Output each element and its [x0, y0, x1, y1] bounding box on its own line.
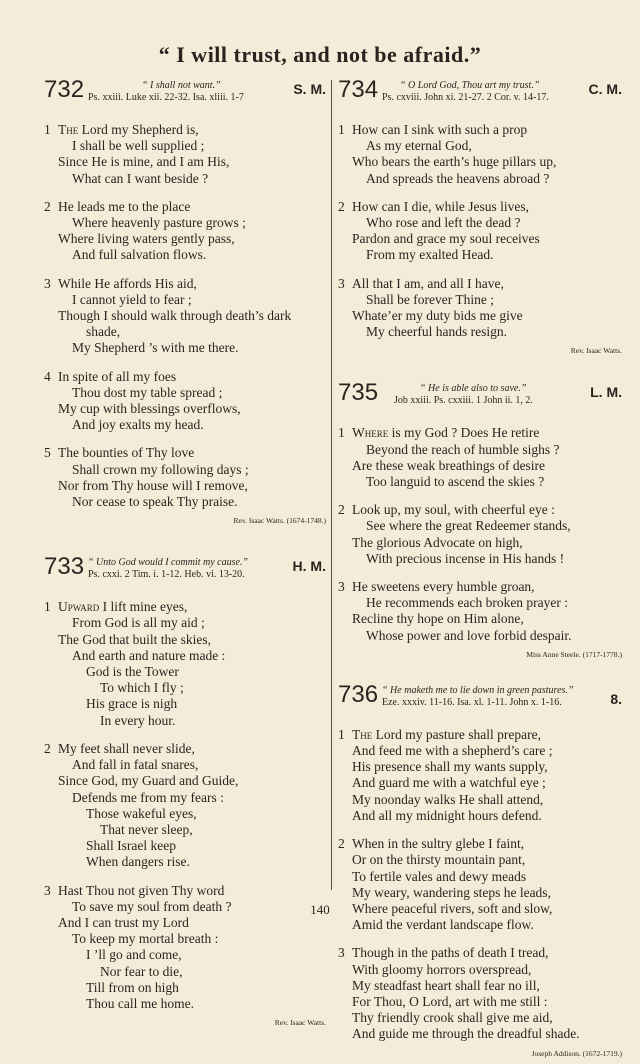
hymn-author: Miss Anne Steele. (1717-1778.) — [526, 649, 622, 659]
page-title: “ I will trust, and not be afraid.” — [158, 42, 482, 67]
verse-line: My cheerful hands resign. — [366, 324, 507, 340]
verse-line: I ’ll go and come, — [86, 947, 182, 963]
verse-line: Or on the thirsty mountain pant, — [352, 852, 526, 868]
hymn-epigraph: “ He is able also to save.” — [420, 383, 527, 395]
verse-line: And spreads the heavens abroad ? — [366, 170, 550, 186]
page-number: 140 — [310, 902, 330, 917]
verse-line: Thou dost my table spread ; — [72, 384, 223, 400]
hymn-meter: L. M. — [590, 384, 622, 401]
verse-text: All that I am, and all I have, — [352, 275, 504, 291]
verse-number: 1 — [338, 425, 345, 441]
verse-number: 3 — [44, 882, 51, 898]
verse-number: 3 — [338, 945, 345, 961]
verse-text: Lord my pasture shall prepare, — [372, 726, 541, 742]
verse-line: Where peaceful rivers, soft and slow, — [352, 900, 553, 916]
left-column — [44, 78, 326, 1033]
verse-number: 2 — [338, 198, 345, 214]
verse-line: Pardon and grace my soul receives — [352, 231, 540, 247]
verse-line: Shall crown my following days ; — [72, 461, 249, 477]
verse-line: And guard me with a watchful eye ; — [352, 775, 546, 791]
hymn-732 — [44, 78, 326, 525]
verse-line: Defends me from my fears : — [72, 789, 224, 805]
verse-line: See where the great Redeemer stands, — [366, 518, 571, 534]
verse-line: My weary, wandering steps he leads, — [352, 884, 551, 900]
stanza-3 — [338, 276, 622, 341]
verse-line: Though I should walk through death’s dark — [58, 308, 292, 324]
hymn-meter: C. M. — [588, 81, 622, 97]
hymn-references: Ps. xxiii. Luke xii. 22-32. Isa. xliii. 1-7 — [88, 92, 244, 103]
stanza-3 — [44, 276, 326, 357]
verse-line: As my eternal God, — [366, 138, 472, 154]
stanza-3 — [338, 579, 622, 644]
verse-line — [338, 276, 622, 292]
verse-line: shade, — [86, 324, 121, 340]
verse-line: My steadfast heart shall fear no ill, — [352, 977, 540, 993]
hymn-meter: 8. — [610, 690, 622, 707]
hymn-meter: S. M. — [293, 81, 326, 97]
hymn-epigraph: “ Unto God would I commit my cause.” — [88, 557, 248, 569]
verse-line: Nor from Thy house will I remove, — [58, 477, 248, 493]
verse-line: His grace is nigh — [86, 696, 178, 712]
stanza-1 — [338, 425, 622, 490]
hymn-number: 735 — [338, 379, 379, 407]
verse-line — [338, 199, 622, 215]
hymn-736 — [338, 680, 622, 1058]
hymn-header — [338, 381, 622, 425]
verse-line: To keep my mortal breath : — [72, 931, 219, 947]
verse-line: My cup with blessings overflows, — [58, 401, 241, 417]
verse-line: Thy friendly crook shall give me aid, — [352, 1010, 553, 1026]
verse-line: And guide me through the dreadful shade. — [352, 1026, 580, 1042]
hymn-author: Rev. Isaac Watts. — [274, 1018, 326, 1028]
hymn-733 — [44, 555, 326, 1027]
hymn-references: Eze. xxxiv. 11-16. Isa. xl. 1-11. John x. 1-16. — [382, 696, 562, 708]
hymn-header — [44, 78, 326, 122]
verse-line: Whate’er my duty bids me give — [352, 308, 523, 324]
hymn-author: Joseph Addison. (1672-1719.) — [531, 1048, 622, 1058]
hymn-header — [44, 555, 326, 599]
verse-number: 2 — [338, 502, 345, 518]
verse-text: My feet shall never slide, — [58, 740, 195, 756]
verse-number: 2 — [338, 836, 345, 852]
verse-text: While He affords His aid, — [58, 275, 197, 291]
verse-number: 5 — [44, 445, 51, 461]
verse-line: Where heavenly pasture grows ; — [72, 215, 246, 231]
verse-line: Nor cease to speak Thy praise. — [72, 494, 238, 510]
verse-line: Since God, my Guard and Guide, — [58, 773, 239, 789]
verse-line: He recommends each broken prayer : — [366, 595, 569, 611]
verse-line — [338, 502, 622, 518]
verse-line: Thou call me home. — [86, 995, 194, 1011]
verse-line: Whose power and love forbid despair. — [366, 627, 572, 643]
verse-line — [338, 836, 622, 852]
verse-line: I shall be well supplied ; — [72, 138, 205, 154]
verse-text: is my God ? Does He retire — [388, 425, 540, 441]
hymn-header — [338, 680, 622, 727]
verse-text: How can I sink with such a prop — [352, 122, 528, 137]
verse-first-word: The — [352, 726, 373, 742]
verse-line — [44, 369, 326, 385]
verse-line — [338, 945, 622, 961]
hymn-epigraph: “ O Lord God, Thou art my trust.” — [400, 80, 540, 91]
verse-line: From my exalted Head. — [366, 247, 494, 263]
verse-line: The God that built the skies, — [58, 631, 211, 647]
hymn-meter: H. M. — [292, 558, 326, 575]
verse-text: When in the sultry glebe I faint, — [352, 836, 525, 852]
verse-line: Nor fear to die, — [100, 963, 183, 979]
hymn-number: 732 — [44, 76, 85, 103]
verse-first-word: Upward — [58, 599, 100, 615]
hymn-epigraph: “ I shall not want.” — [142, 80, 221, 91]
stanza-2 — [44, 741, 326, 871]
verse-text: Look up, my soul, with cheerful eye : — [352, 502, 555, 518]
verse-number: 1 — [338, 726, 345, 742]
verse-line: For Thou, O Lord, art with me still : — [352, 993, 548, 1009]
hymn-references: Ps. cxxi. 2 Tim. i. 1-12. Heb. vi. 13-20. — [88, 569, 245, 581]
hymn-epigraph: “ He maketh me to lie down in green pastures.” — [382, 684, 574, 696]
verse-text: Hast Thou not given Thy word — [58, 882, 225, 898]
verse-line — [44, 122, 326, 138]
verse-line: And feed me with a shepherd’s care ; — [352, 743, 553, 759]
verse-line: And fall in fatal snares, — [72, 757, 199, 773]
verse-text: He sweetens every humble groan, — [352, 579, 535, 595]
verse-number: 3 — [338, 579, 345, 595]
verse-line: My Shepherd ’s with me there. — [72, 340, 239, 356]
verse-text: How can I die, while Jesus lives, — [352, 198, 529, 214]
verse-number: 4 — [44, 368, 51, 384]
verse-line: That never sleep, — [100, 821, 193, 837]
verse-number: 2 — [44, 198, 51, 214]
verse-line: Who bears the earth’s huge pillars up, — [352, 154, 557, 170]
verse-text: He leads me to the place — [58, 198, 191, 214]
verse-line: And earth and nature made : — [72, 647, 226, 663]
verse-line — [44, 445, 326, 461]
stanza-3 — [338, 945, 622, 1042]
verse-line: God is the Tower — [86, 664, 179, 680]
stanza-2 — [338, 502, 622, 567]
verse-line: Shall be forever Thine ; — [366, 291, 494, 307]
verse-line: With precious incense in His hands ! — [366, 550, 565, 566]
verse-line: When dangers rise. — [86, 854, 190, 870]
verse-line — [338, 425, 622, 441]
stanza-5 — [44, 445, 326, 510]
stanza-2 — [338, 199, 622, 264]
column-divider — [331, 80, 332, 890]
stanza-1 — [44, 122, 326, 187]
verse-line — [44, 276, 326, 292]
verse-line: Amid the verdant landscape flow. — [352, 917, 534, 933]
verse-line: And I can trust my Lord — [58, 914, 189, 930]
verse-line: I cannot yield to fear ; — [72, 291, 192, 307]
verse-line: The glorious Advocate on high, — [352, 534, 523, 550]
verse-text: The bounties of Thy love — [58, 445, 195, 461]
verse-line: Where living waters gently pass, — [58, 231, 235, 247]
hymn-header — [338, 78, 622, 122]
verse-line: What can I want beside ? — [72, 170, 209, 186]
stanza-1 — [338, 122, 622, 187]
verse-line — [44, 883, 326, 899]
verse-line — [338, 727, 622, 743]
verse-text: I lift mine eyes, — [99, 599, 188, 615]
verse-line: To fertile vales and dewy meads — [352, 868, 527, 884]
verse-line: Are these weak breathings of desire — [352, 457, 546, 473]
hymn-references: Job xxiii. Ps. cxxiii. 1 John ii. 1, 2. — [394, 395, 533, 407]
hymn-number: 734 — [338, 76, 379, 103]
stanza-2 — [44, 199, 326, 264]
verse-text: In spite of all my foes — [58, 368, 177, 384]
hymn-734 — [338, 78, 622, 355]
verse-line: And all my midnight hours defend. — [352, 807, 542, 823]
verse-line: Who rose and left the dead ? — [366, 215, 521, 231]
verse-line: His presence shall my wants supply, — [352, 759, 548, 775]
verse-line: From God is all my aid ; — [72, 615, 205, 631]
hymn-number: 733 — [44, 553, 85, 581]
verse-number: 2 — [44, 740, 51, 756]
verse-text: Lord my Shepherd is, — [78, 122, 199, 137]
verse-line: And joy exalts my head. — [72, 417, 204, 433]
verse-number: 1 — [338, 122, 345, 137]
verse-line: With gloomy horrors overspread, — [352, 961, 532, 977]
verse-line: In every hour. — [100, 712, 176, 728]
verse-number: 1 — [44, 599, 51, 615]
verse-line: To which I fly ; — [100, 680, 184, 696]
hymn-735 — [338, 381, 622, 658]
verse-text: Though in the paths of death I tread, — [352, 945, 549, 961]
hymn-author: Rev. Isaac Watts. — [570, 346, 622, 356]
verse-line: Those wakeful eyes, — [86, 805, 197, 821]
verse-line: Too languid to ascend the skies ? — [366, 474, 545, 490]
hymn-author: Rev. Isaac Watts. (1674-1748.) — [233, 516, 326, 526]
verse-line — [338, 579, 622, 595]
hymn-references: Ps. cxviii. John xi. 21-27. 2 Cor. v. 14-17. — [382, 92, 549, 103]
verse-line — [44, 599, 326, 615]
verse-line: And full salvation flows. — [72, 247, 207, 263]
verse-line: Recline thy hope on Him alone, — [352, 611, 524, 627]
verse-line: Since He is mine, and I am His, — [58, 154, 230, 170]
stanza-2 — [338, 836, 622, 933]
verse-number: 1 — [44, 122, 51, 137]
verse-line: Beyond the reach of humble sighs ? — [366, 441, 560, 457]
verse-line: Shall Israel keep — [86, 838, 176, 854]
verse-number: 3 — [338, 275, 345, 291]
verse-line — [44, 741, 326, 757]
verse-first-word: The — [58, 122, 79, 137]
verse-first-word: Where — [352, 425, 389, 441]
verse-number: 3 — [44, 275, 51, 291]
hymn-number: 736 — [338, 680, 379, 708]
stanza-1 — [338, 727, 622, 824]
stanza-4 — [44, 369, 326, 434]
verse-line — [338, 122, 622, 138]
verse-line: To save my soul from death ? — [72, 898, 232, 914]
verse-line — [44, 199, 326, 215]
verse-line: Till from on high — [86, 979, 179, 995]
stanza-1 — [44, 599, 326, 729]
verse-line: My noonday walks He shall attend, — [352, 791, 544, 807]
